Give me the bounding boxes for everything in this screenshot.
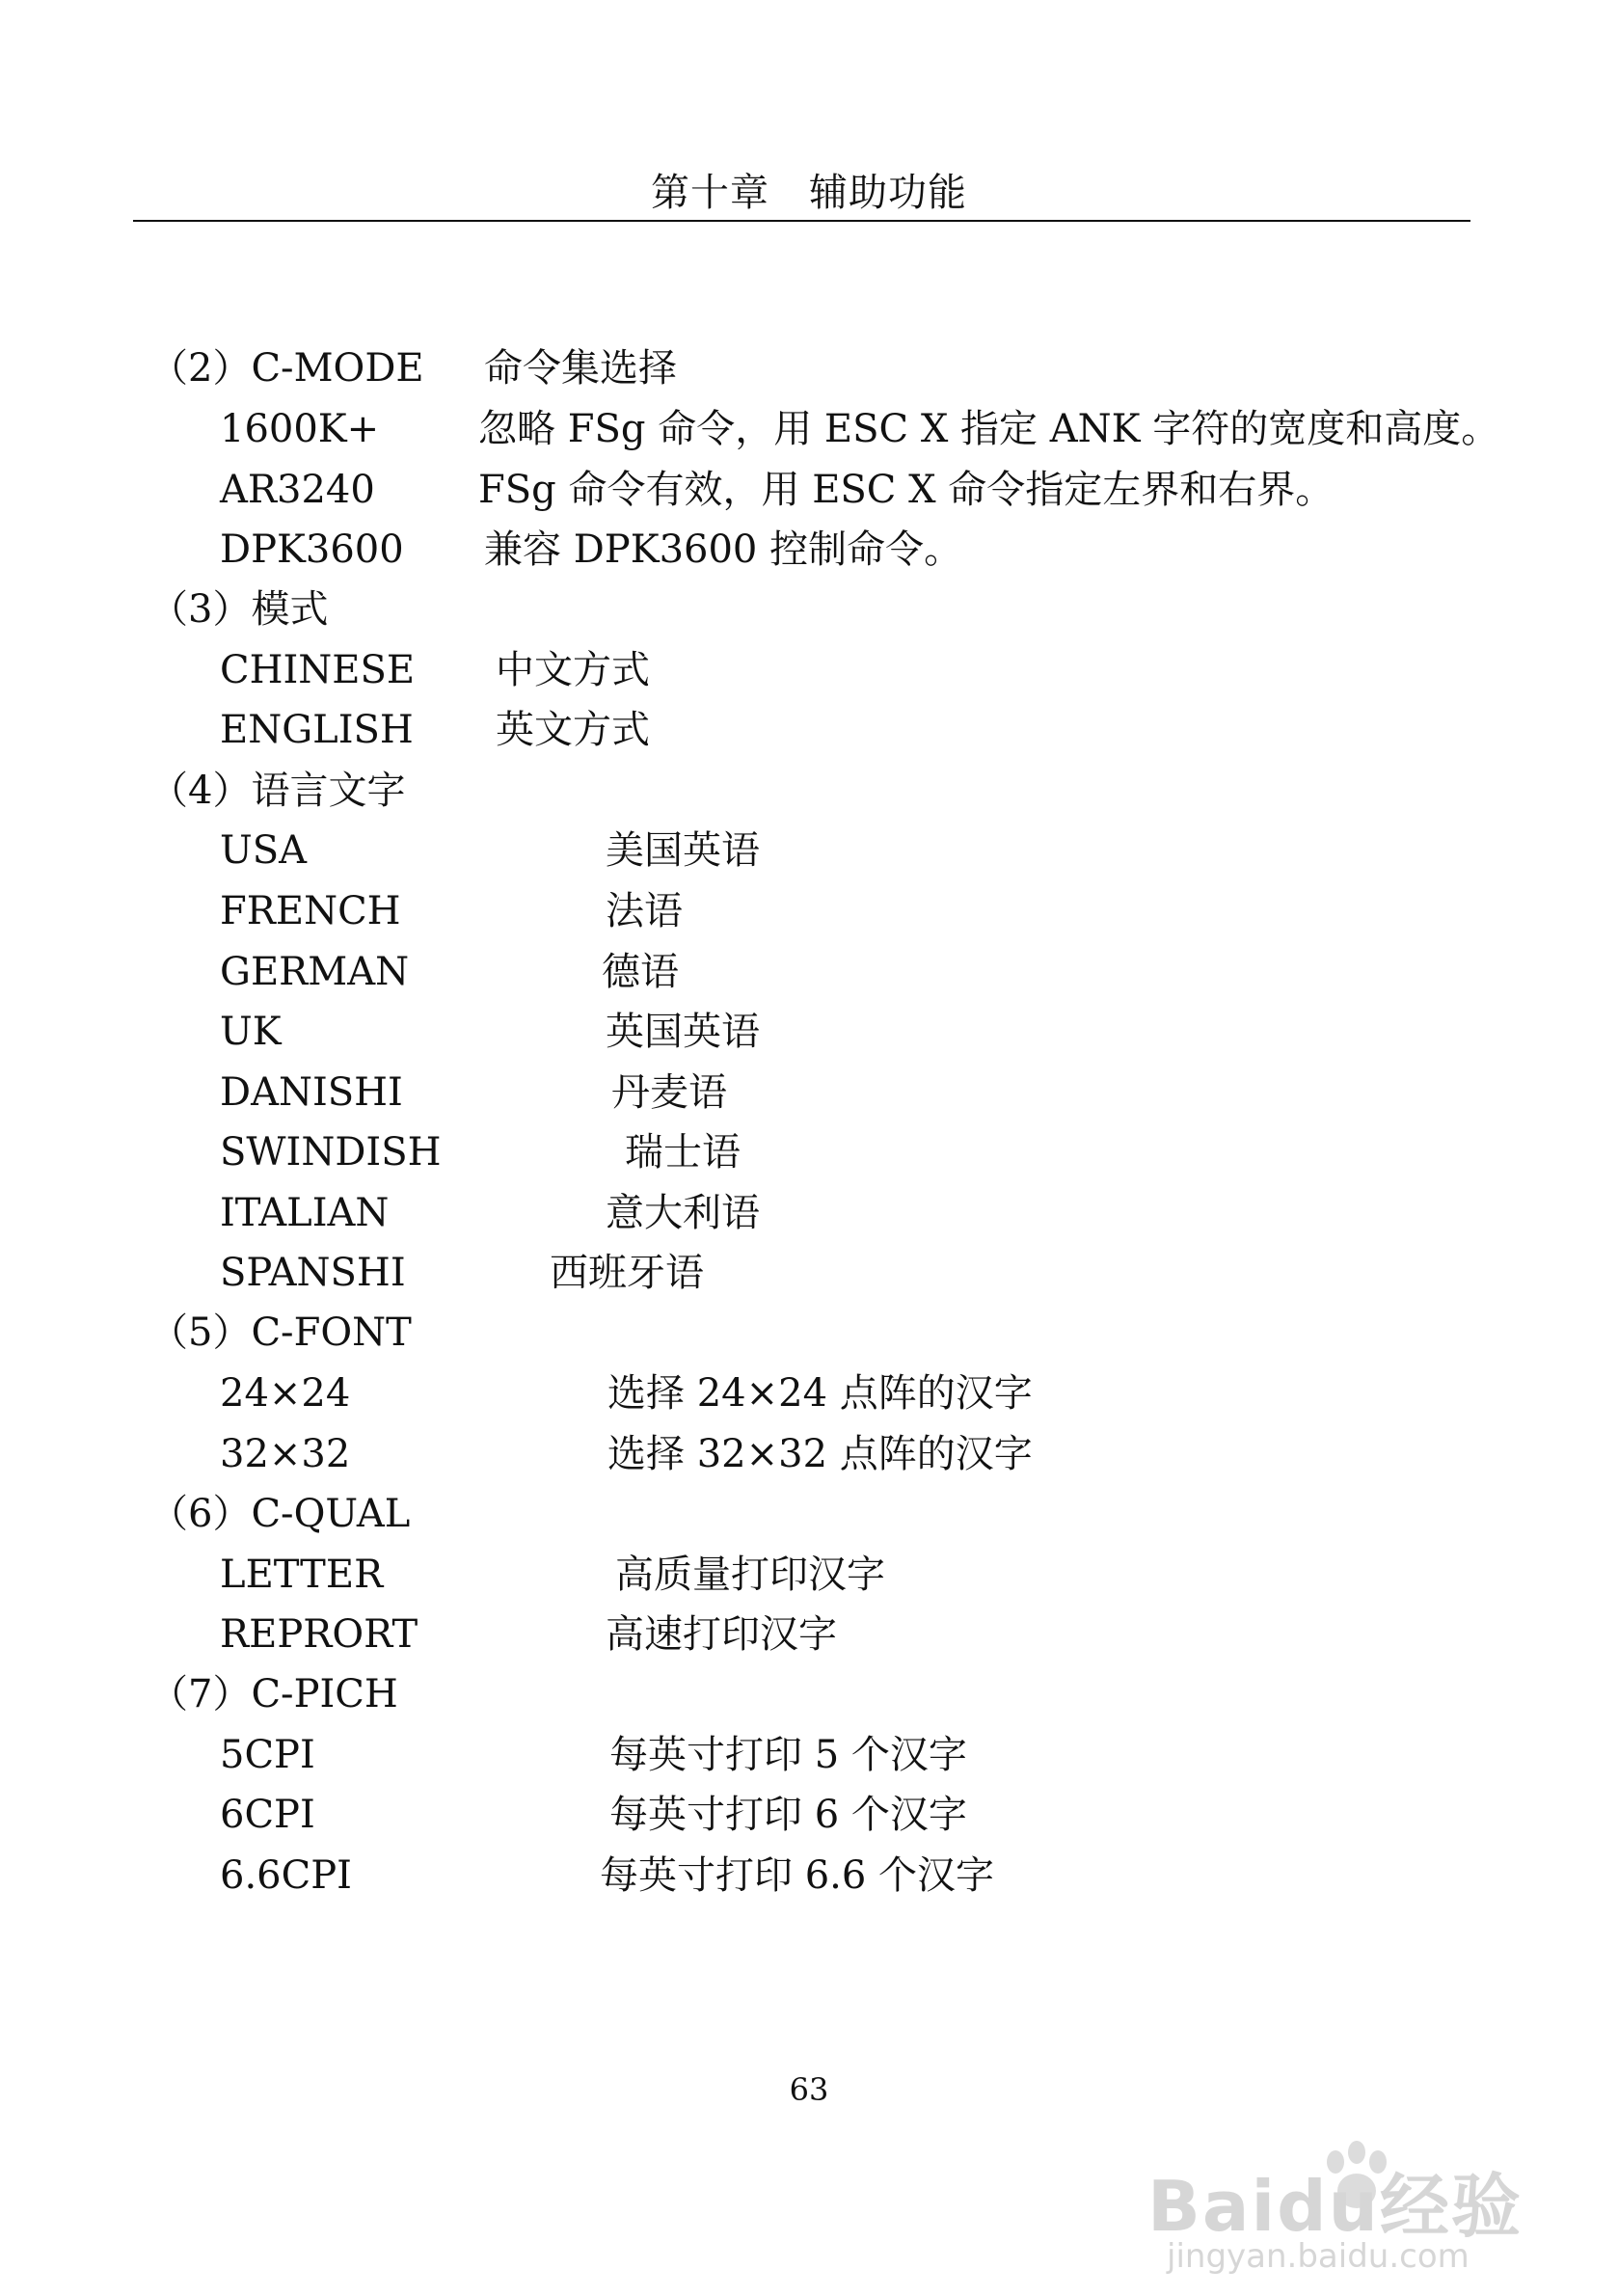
option-term: LETTER [220, 1553, 384, 1597]
section-heading: （6）C-QUAL [149, 1492, 411, 1536]
option-desc: 英文方式 [496, 708, 650, 752]
option-term: 1600K+ [220, 407, 380, 451]
option-desc: 美国英语 [606, 828, 760, 873]
option-desc: 高质量打印汉字 [615, 1553, 885, 1597]
option-term: REPRORT [220, 1612, 418, 1657]
watermark-url: jingyan.baidu.com [1167, 2237, 1470, 2276]
section-heading: （7）C-PICH [149, 1672, 398, 1716]
option-term: SPANSHI [220, 1251, 406, 1295]
option-desc: 忽略 FSg 命令，用 ESC X 指定 ANK 字符的宽度和高度。 [478, 407, 1500, 451]
option-term: UK [220, 1010, 282, 1054]
option-term: DPK3600 [220, 527, 404, 572]
option-term: 6CPI [220, 1793, 315, 1837]
option-term: FRENCH [220, 889, 401, 933]
watermark-brand: Baidu经验 [1147, 2166, 1523, 2247]
option-term: 5CPI [220, 1733, 315, 1777]
option-desc: 每英寸打印 6 个汉字 [609, 1793, 967, 1837]
option-term: 32×32 [220, 1432, 351, 1476]
option-desc: 瑞士语 [625, 1130, 741, 1175]
option-term: DANISHI [220, 1070, 403, 1115]
section-heading: （2）C-MODE [149, 346, 424, 391]
option-desc: 英国英语 [606, 1010, 760, 1054]
option-desc: 中文方式 [496, 648, 650, 692]
option-desc: 意大利语 [606, 1191, 760, 1235]
option-desc: 高速打印汉字 [606, 1612, 837, 1657]
option-term: CHINESE [220, 648, 416, 692]
page-number: 63 [789, 2071, 829, 2108]
section-heading: （5）C-FONT [149, 1310, 412, 1355]
option-term: USA [220, 828, 307, 873]
option-desc: 每英寸打印 6.6 个汉字 [600, 1853, 995, 1898]
option-term: 6.6CPI [220, 1853, 352, 1898]
option-desc: 法语 [606, 889, 683, 933]
section-heading: （3）模式 [149, 587, 329, 632]
option-term: ENGLISH [220, 708, 414, 752]
option-term: 24×24 [220, 1371, 351, 1416]
option-desc: 每英寸打印 5 个汉字 [609, 1733, 967, 1777]
section-heading-desc: 命令集选择 [484, 346, 677, 391]
option-desc: FSg 命令有效，用 ESC X 命令指定左界和右界。 [478, 468, 1335, 512]
option-term: ITALIAN [220, 1191, 390, 1235]
section-heading: （4）语言文字 [149, 769, 406, 813]
baidu-jingyan-watermark [1138, 2141, 1543, 2276]
option-desc: 德语 [602, 950, 679, 994]
option-desc: 丹麦语 [611, 1070, 727, 1115]
option-term: SWINDISH [220, 1130, 442, 1175]
option-term: AR3240 [220, 468, 375, 512]
option-desc: 西班牙语 [550, 1251, 704, 1295]
header-divider [133, 220, 1470, 222]
option-term: GERMAN [220, 950, 410, 994]
option-desc: 选择 32×32 点阵的汉字 [607, 1432, 1033, 1476]
option-desc: 选择 24×24 点阵的汉字 [607, 1371, 1033, 1416]
chapter-title: 第十章 辅助功能 [651, 171, 967, 215]
option-desc: 兼容 DPK3600 控制命令。 [484, 527, 963, 572]
